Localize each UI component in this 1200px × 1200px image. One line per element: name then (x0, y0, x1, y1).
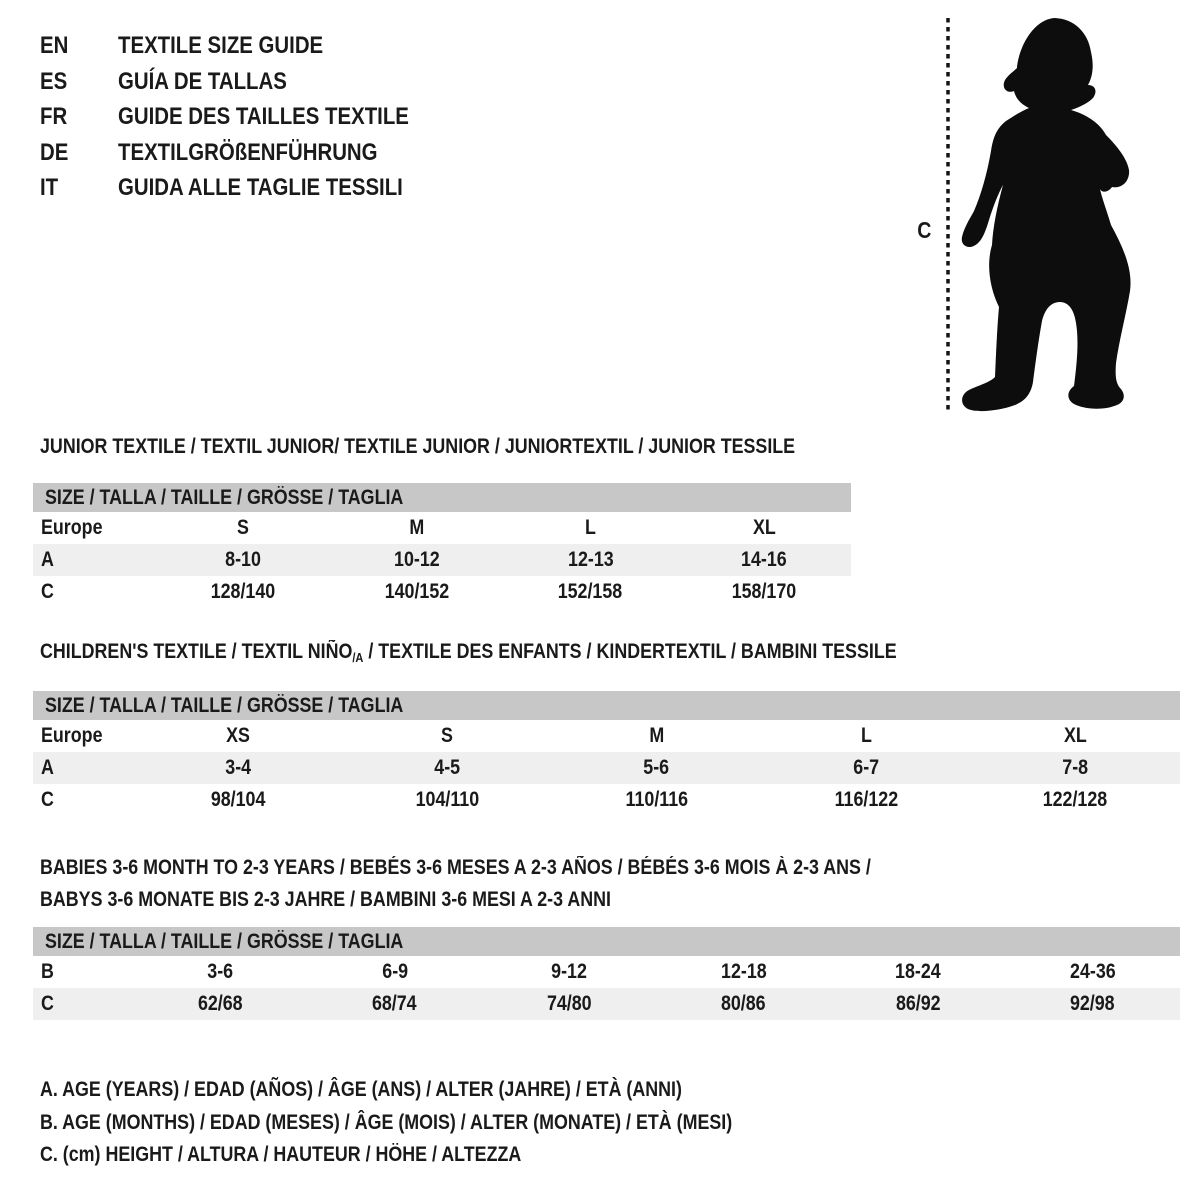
size-cell: 86/92 (895, 992, 941, 1015)
size-cell: 98/104 (210, 788, 265, 811)
row-label: A (41, 548, 54, 571)
size-cell: 128/140 (210, 580, 276, 603)
language-code: ES (40, 67, 68, 95)
toddler-silhouette-path (962, 18, 1131, 411)
language-row-it (40, 170, 460, 206)
size-cell: 14-16 (741, 548, 787, 571)
language-title: GUIDE DES TAILLES TEXTILE (118, 103, 409, 130)
size-cell: 62/68 (197, 992, 243, 1015)
measurement-legend (40, 1074, 854, 1172)
table-row-europe (33, 512, 851, 544)
size-cell: XS (225, 724, 250, 747)
size-cell: 158/170 (731, 580, 797, 603)
size-table-header: SIZE / TALLA / TAILLE / GRÖSSE / TAGLIA (33, 927, 1180, 956)
size-cell: 68/74 (372, 992, 418, 1015)
size-cell: 152/158 (558, 580, 623, 603)
size-cell: 6-9 (381, 960, 408, 983)
row-label: C (41, 992, 54, 1015)
size-cell: 80/86 (721, 992, 767, 1015)
size-cell: 116/122 (834, 788, 898, 811)
language-code: IT (40, 174, 59, 201)
legend-line-b: B. AGE (MONTHS) / EDAD (MESES) / ÂGE (MOIS) / ALTER (MONATE) / ETÀ (MESI) (40, 1110, 733, 1134)
row-label: Europe (41, 724, 103, 747)
size-cell: 12-13 (567, 548, 614, 571)
language-code: DE (40, 138, 69, 166)
nino-a-subscript: /A (352, 650, 364, 665)
junior-section-title: JUNIOR TEXTILE / TEXTIL JUNIOR/ TEXTILE JUNIOR / JUNIORTEXTIL / JUNIOR TESSILE (40, 435, 796, 458)
size-cell: 92/98 (1070, 992, 1116, 1015)
language-row-en (40, 28, 460, 64)
size-cell: M (649, 724, 664, 747)
language-code: FR (40, 103, 68, 130)
size-cell: S (441, 724, 454, 747)
size-cell: 104/110 (415, 788, 479, 811)
row-label: B (41, 960, 54, 983)
toddler-silhouette-icon (905, 10, 1165, 422)
language-title: TEXTILE SIZE GUIDE (118, 32, 324, 59)
row-label: C (41, 580, 54, 603)
size-cell: 3-6 (207, 960, 234, 983)
size-cell: 12-18 (720, 960, 767, 983)
size-cell: 9-12 (551, 960, 588, 983)
children-size-table (33, 691, 1180, 816)
size-cell: 5-6 (643, 756, 670, 779)
junior-size-table (33, 483, 851, 608)
row-label: C (41, 788, 54, 811)
size-cell: 10-12 (393, 548, 440, 571)
language-title: TEXTILGRÖßENFÜHRUNG (118, 138, 378, 166)
legend-line-a: A. AGE (YEARS) / EDAD (AÑOS) / ÂGE (ANS) / ALTER (JAHRE) / ETÀ (ANNI) (40, 1078, 682, 1101)
size-cell: 3-4 (224, 756, 251, 779)
size-table-header: SIZE / TALLA / TAILLE / GRÖSSE / TAGLIA (33, 691, 1180, 720)
size-cell: 110/116 (625, 788, 688, 811)
language-title-list (40, 28, 460, 206)
size-cell: L (860, 724, 872, 747)
babies-section-title: BABIES 3-6 MONTH TO 2-3 YEARS / BEBÉS 3-6 MESES A 2-3 AÑOS / BÉBÉS 3-6 MOIS À 2-3 ANS / BABYS 3-6 MONATE BIS 2-3 JAHRE / BAMBINI 3-6 MESI A 2-3 ANNI (40, 856, 871, 911)
table-row-europe (33, 720, 1180, 752)
height-marker-label: C (917, 217, 932, 243)
table-row-a (33, 544, 851, 576)
babies-size-table (33, 927, 1180, 1020)
table-row-c (33, 784, 1180, 816)
toddler-figure (905, 10, 1165, 422)
size-cell: L (584, 516, 596, 539)
size-cell: 140/152 (384, 580, 449, 603)
children-section-title: CHILDREN'S TEXTILE / TEXTIL NIÑO/A / TEXTILE DES ENFANTS / KINDERTEXTIL / BAMBINI TESSILE (40, 640, 897, 665)
size-cell: 74/80 (546, 992, 592, 1015)
language-row-de (40, 135, 460, 171)
size-table-header: SIZE / TALLA / TAILLE / GRÖSSE / TAGLIA (33, 483, 851, 512)
size-cell: XL (1063, 724, 1087, 747)
language-title: GUIDA ALLE TAGLIE TESSILI (118, 174, 403, 201)
size-cell: 8-10 (225, 548, 261, 571)
size-cell: 6-7 (853, 756, 879, 779)
size-cell: M (409, 516, 425, 539)
size-cell: 18-24 (895, 960, 942, 983)
size-cell: XL (752, 516, 776, 539)
language-row-es (40, 64, 460, 100)
size-cell: 122/128 (1043, 788, 1108, 811)
row-label: Europe (41, 516, 103, 539)
size-cell: S (236, 516, 249, 539)
language-row-fr (40, 99, 460, 135)
size-cell: 7-8 (1062, 756, 1089, 779)
table-row-c (33, 988, 1180, 1020)
table-row-a (33, 752, 1180, 784)
size-cell: 24-36 (1069, 960, 1116, 983)
row-label: A (41, 756, 54, 779)
language-code: EN (40, 32, 69, 59)
table-row-b (33, 956, 1180, 988)
size-cell: 4-5 (434, 756, 461, 779)
language-title: GUÍA DE TALLAS (118, 67, 287, 95)
legend-line-c: C. (cm) HEIGHT / ALTURA / HAUTEUR / HÖHE / ALTEZZA (40, 1143, 522, 1166)
table-row-c (33, 576, 851, 608)
